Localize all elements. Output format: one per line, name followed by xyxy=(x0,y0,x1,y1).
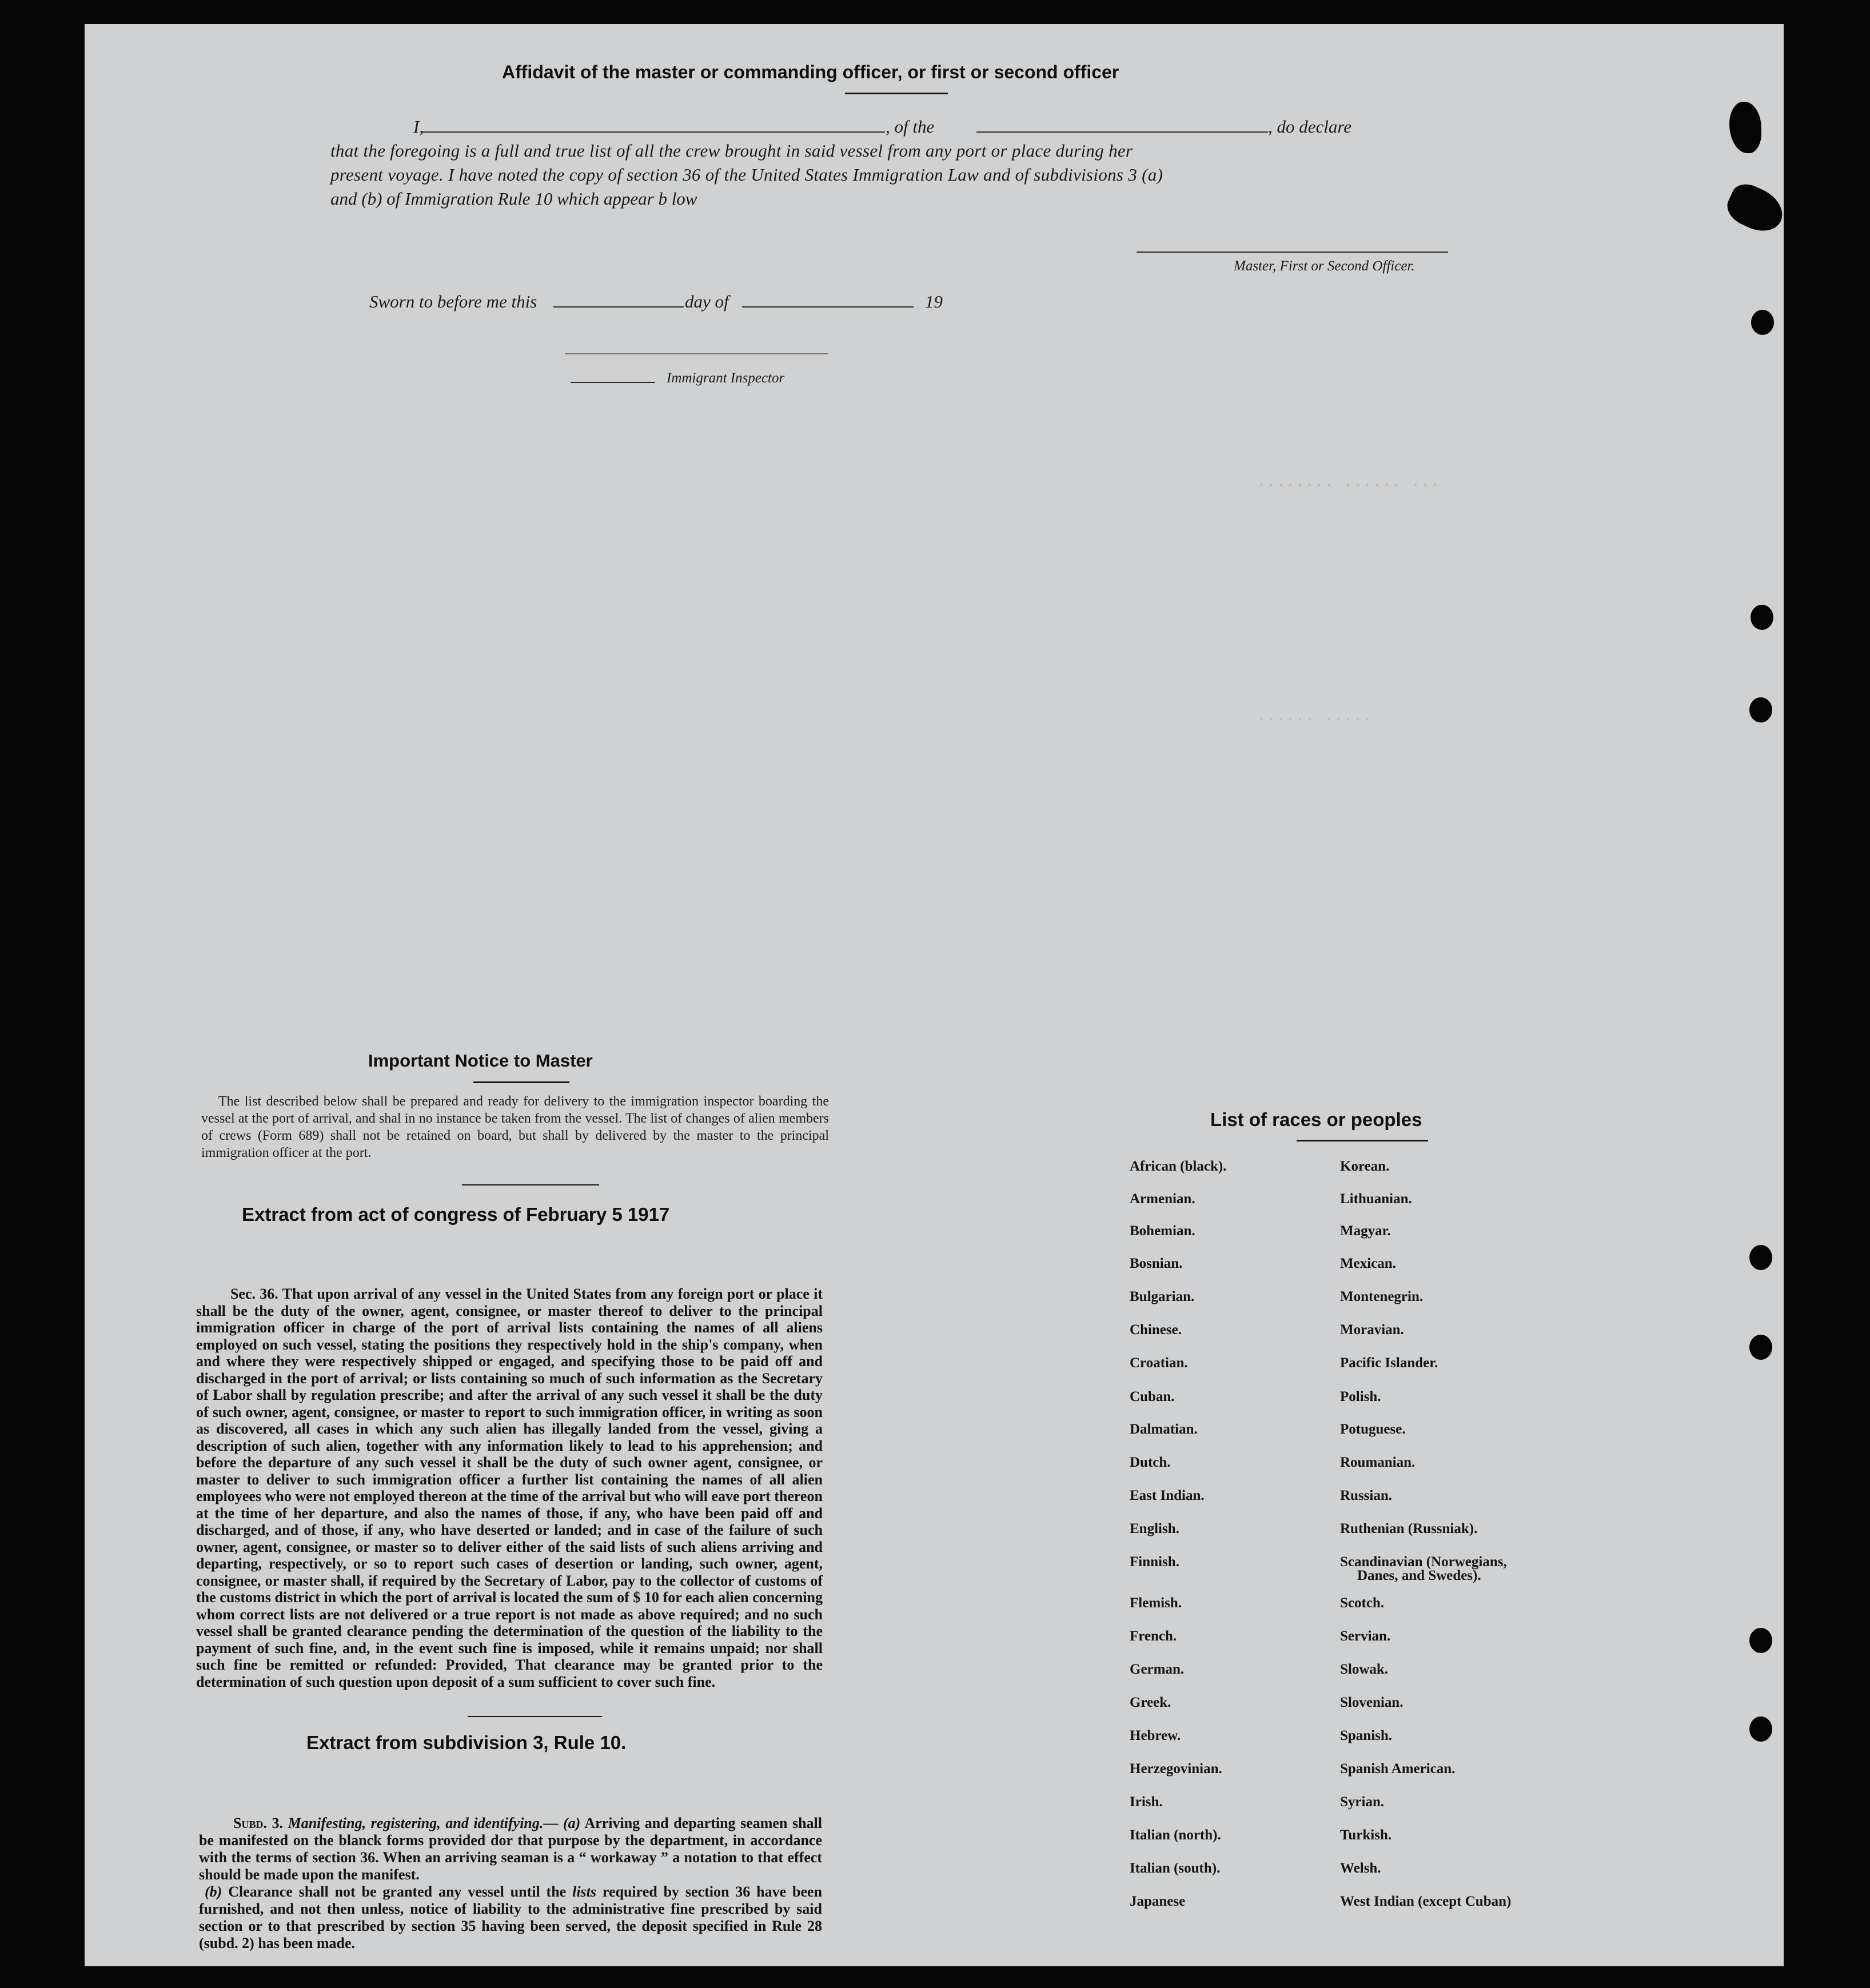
part-b-text-2: required by section 36 have been furnished, and not then unless, notice of liability to the administrative fine prescribed by said section or to that prescribed by section 35 having been served, the deposit specified in Rule 28 (subd. 2) has been made. xyxy=(199,1883,823,1951)
part-a-mark: (a) xyxy=(563,1815,581,1831)
races-title-rule xyxy=(1297,1140,1428,1141)
race-item: Montenegrin. xyxy=(1340,1289,1424,1304)
race-item: Slovenian. xyxy=(1340,1695,1404,1710)
notice-title-rule xyxy=(473,1081,569,1083)
race-item: African (black). xyxy=(1130,1159,1227,1174)
race-item: Herzegovinian. xyxy=(1130,1761,1222,1777)
race-item: Servian. xyxy=(1340,1628,1391,1644)
binder-hole xyxy=(1751,310,1774,335)
act-title: Extract from act of congress of February 5 1917 xyxy=(242,1204,670,1225)
affidavit-line-declare: , do declare xyxy=(1268,117,1352,137)
binder-hole xyxy=(1749,1245,1772,1270)
race-item: Spanish American. xyxy=(1340,1761,1456,1777)
part-a-text: Arriving and departing seamen shall be manifested on the blanck forms provided dor that purpose by the department, in accordance with the terms of section 36. When an arriving seaman is a “ workaway ” a notation to that effect should be made upon the manifest. xyxy=(199,1815,822,1883)
affidavit-line-2: that the foregoing is a full and true list of all the crew brought in said vessel from any port or place during her xyxy=(330,141,1133,161)
race-item: Korean. xyxy=(1340,1159,1390,1174)
affidavit-line-3: present voyage. I have noted the copy of section 36 of the United States Immigration Law and of subdivisions 3 (a) xyxy=(330,165,1163,185)
race-item: Armenian. xyxy=(1130,1191,1195,1207)
race-item: Mexican. xyxy=(1340,1256,1396,1271)
race-item: Bulgarian. xyxy=(1130,1289,1195,1304)
race-item: Japanese xyxy=(1130,1894,1186,1909)
binder-hole xyxy=(1749,697,1772,722)
race-item: West Indian (except Cuban) xyxy=(1340,1894,1512,1909)
race-item: Chinese. xyxy=(1130,1322,1182,1338)
race-item: Magyar. xyxy=(1340,1223,1391,1239)
signature-label: Master, First or Second Officer. xyxy=(1234,258,1415,274)
vessel-blank-line xyxy=(976,131,1268,133)
binder-hole xyxy=(1749,1335,1772,1360)
signature-line xyxy=(1137,252,1448,253)
race-item: Russian. xyxy=(1340,1488,1393,1503)
affidavit-line-of-the: , of the xyxy=(886,117,935,137)
binder-hole xyxy=(1751,605,1773,630)
part-b-text-1: Clearance shall not be granted any vessel until the xyxy=(228,1883,567,1900)
race-item: Moravian. xyxy=(1340,1322,1404,1338)
race-item: Dalmatian. xyxy=(1130,1422,1198,1437)
affidavit-title: Affidavit of the master or commanding officer, or first or second officer xyxy=(502,62,1119,82)
act-title-top-rule xyxy=(462,1184,599,1185)
race-item: Italian (north). xyxy=(1130,1827,1221,1843)
race-item: Dutch. xyxy=(1130,1455,1171,1470)
inspector-label: Immigrant Inspector xyxy=(667,370,785,386)
affidavit-title-rule xyxy=(845,93,948,94)
inspector-short-line xyxy=(571,382,655,383)
race-item: Syrian. xyxy=(1340,1794,1385,1810)
race-item: Turkish. xyxy=(1340,1827,1392,1843)
bleed-through-texture: ········ ······ ··· xyxy=(1257,476,1440,494)
binder-hole xyxy=(1749,1716,1772,1742)
race-item: Roumanian. xyxy=(1340,1455,1416,1470)
notice-title: Important Notice to Master xyxy=(368,1051,593,1071)
section-36-text: Sec. 36. That upon arrival of any vessel in the United States from any foreign port or place it shall be the duty of the owner, agent, consignee, or master thereof to deliver to the principal immigration officer in charge of the port of arrival lists containing the names of all aliens employed on such vessel, stating the positions they respectively hold in the ship's company, when and where they were respectively shipped or engaged, and specifying those to be paid off and discharged in the port of arrival; or lists containing so much of such information as the Secretary of Labor shall by regulation prescribe; and after the arrival of any such vessel it shall be the duty of such owner, agent, consignee, or master to report to such immigration officer, in writing as soon as discovered, all cases in which any such alien has illegally landed from the vessel, giving a description of such alien, together with any information likely to lead to his apprehension; and before the departure of any such vessel it shall be the duty of such owner agent, consignee, or master to deliver to such immigration officer a further list containing the names of all alien employees who were not employed thereon at the time of the arrival but who will eave port thereon at the time of her departure, and also the names of those, if any, who have been paid off and discharged, and of those, if any, who have deserted or landed; and in case of the failure of such owner, agent, consignee, or master so to deliver either of the said lists of such aliens arriving and departing, respectively, or so to report such cases of desertion or landing, such owner, agent, consignee, or master shall, if required by the Secretary of Labor, pay to the collector of customs of the customs district in which the port of arrival is located the sum of $ 10 for each alien concerning whom correct lists are not delivered or a true report is not made as above required; and no such vessel shall be granted clearance pending the determination of the question of the liability to the payment of such fine, and, in the event such fine is imposed, while it remains unpaid; nor shall such fine be remitted or refunded: Provided, That clearance may be granted prior to the determination of such question upon deposit of a sum sufficient to cover such fine. xyxy=(196,1286,823,1690)
rule-title-top-rule xyxy=(468,1716,602,1717)
race-item: Slowak. xyxy=(1340,1662,1389,1677)
race-item: East Indian. xyxy=(1130,1488,1205,1503)
rule-title: Extract from subdivision 3, Rule 10. xyxy=(306,1732,627,1753)
year-text: 19 xyxy=(925,292,943,312)
sworn-month-line xyxy=(742,306,914,308)
affidavit-line-4: and (b) of Immigration Rule 10 which appear b low xyxy=(330,189,697,209)
race-item: French. xyxy=(1130,1628,1177,1644)
name-blank-line xyxy=(422,131,885,133)
race-item: Hebrew. xyxy=(1130,1728,1181,1743)
bleed-through-texture: ······ ····· xyxy=(1257,710,1373,729)
race-item: Lithuanian. xyxy=(1340,1191,1412,1207)
rule-10-part-a: Subd. 3. Manifesting, registering, and identifying.— (a) Arriving and departing seamen shall be manifested on the blanck forms provided dor that purpose by the department, in accordance with the terms of section 36. When an arriving seaman is a “ workaway ” a notation to that effect should be made upon the manifest. xyxy=(199,1815,822,1883)
notice-text: The list described below shall be prepared and ready for delivery to the immigration inspector boarding the vessel at the port of arrival, and shal in no instance be taken from the vessel. The list of changes of alien members of crews (Form 689) shall not be retained on board, but shall by delivered by the master to the principal immigration officer at the port. xyxy=(201,1094,829,1160)
race-item: Pacific Islander. xyxy=(1340,1355,1438,1371)
race-item: Ruthenian (Russniak). xyxy=(1340,1521,1478,1536)
race-item: Flemish. xyxy=(1130,1595,1182,1611)
race-item: Bosnian. xyxy=(1130,1256,1183,1271)
race-item: Polish. xyxy=(1340,1389,1381,1404)
race-item: Scandinavian (Norwegians, xyxy=(1340,1554,1507,1570)
race-item: Finnish. xyxy=(1130,1554,1179,1570)
part-b-lists: lists xyxy=(572,1883,597,1900)
race-item: Cuban. xyxy=(1130,1389,1175,1404)
race-item: German. xyxy=(1130,1662,1185,1677)
rule-10-text xyxy=(199,1815,822,1952)
race-item: Italian (south). xyxy=(1130,1861,1221,1876)
race-item: Potuguese. xyxy=(1340,1422,1406,1437)
part-b-mark: (b) xyxy=(205,1883,222,1900)
subd-heading: Manifesting, registering, and identifying. xyxy=(288,1815,544,1831)
race-item: Greek. xyxy=(1130,1695,1171,1710)
races-title: List of races or peoples xyxy=(1210,1109,1422,1130)
day-of-text: day of xyxy=(685,292,729,312)
race-item: Welsh. xyxy=(1340,1861,1381,1876)
race-item: Irish. xyxy=(1130,1794,1163,1810)
race-item: Danes, and Swedes). xyxy=(1357,1568,1481,1583)
race-item: Croatian. xyxy=(1130,1355,1188,1371)
race-item: Bohemian. xyxy=(1130,1223,1195,1239)
subd-label: Subd. 3. xyxy=(233,1815,284,1831)
race-item: English. xyxy=(1130,1521,1179,1536)
sworn-day-line xyxy=(553,306,684,308)
binder-hole xyxy=(1749,1628,1772,1653)
race-item: Scotch. xyxy=(1340,1595,1385,1611)
inspector-signature-line xyxy=(565,353,828,354)
race-item: Spanish. xyxy=(1340,1728,1393,1743)
rule-10-part-b xyxy=(199,1883,822,1952)
sworn-text: Sworn to before me this xyxy=(369,292,537,312)
affidavit-line-i: I, xyxy=(413,117,424,137)
manifest-page xyxy=(85,24,1784,1966)
